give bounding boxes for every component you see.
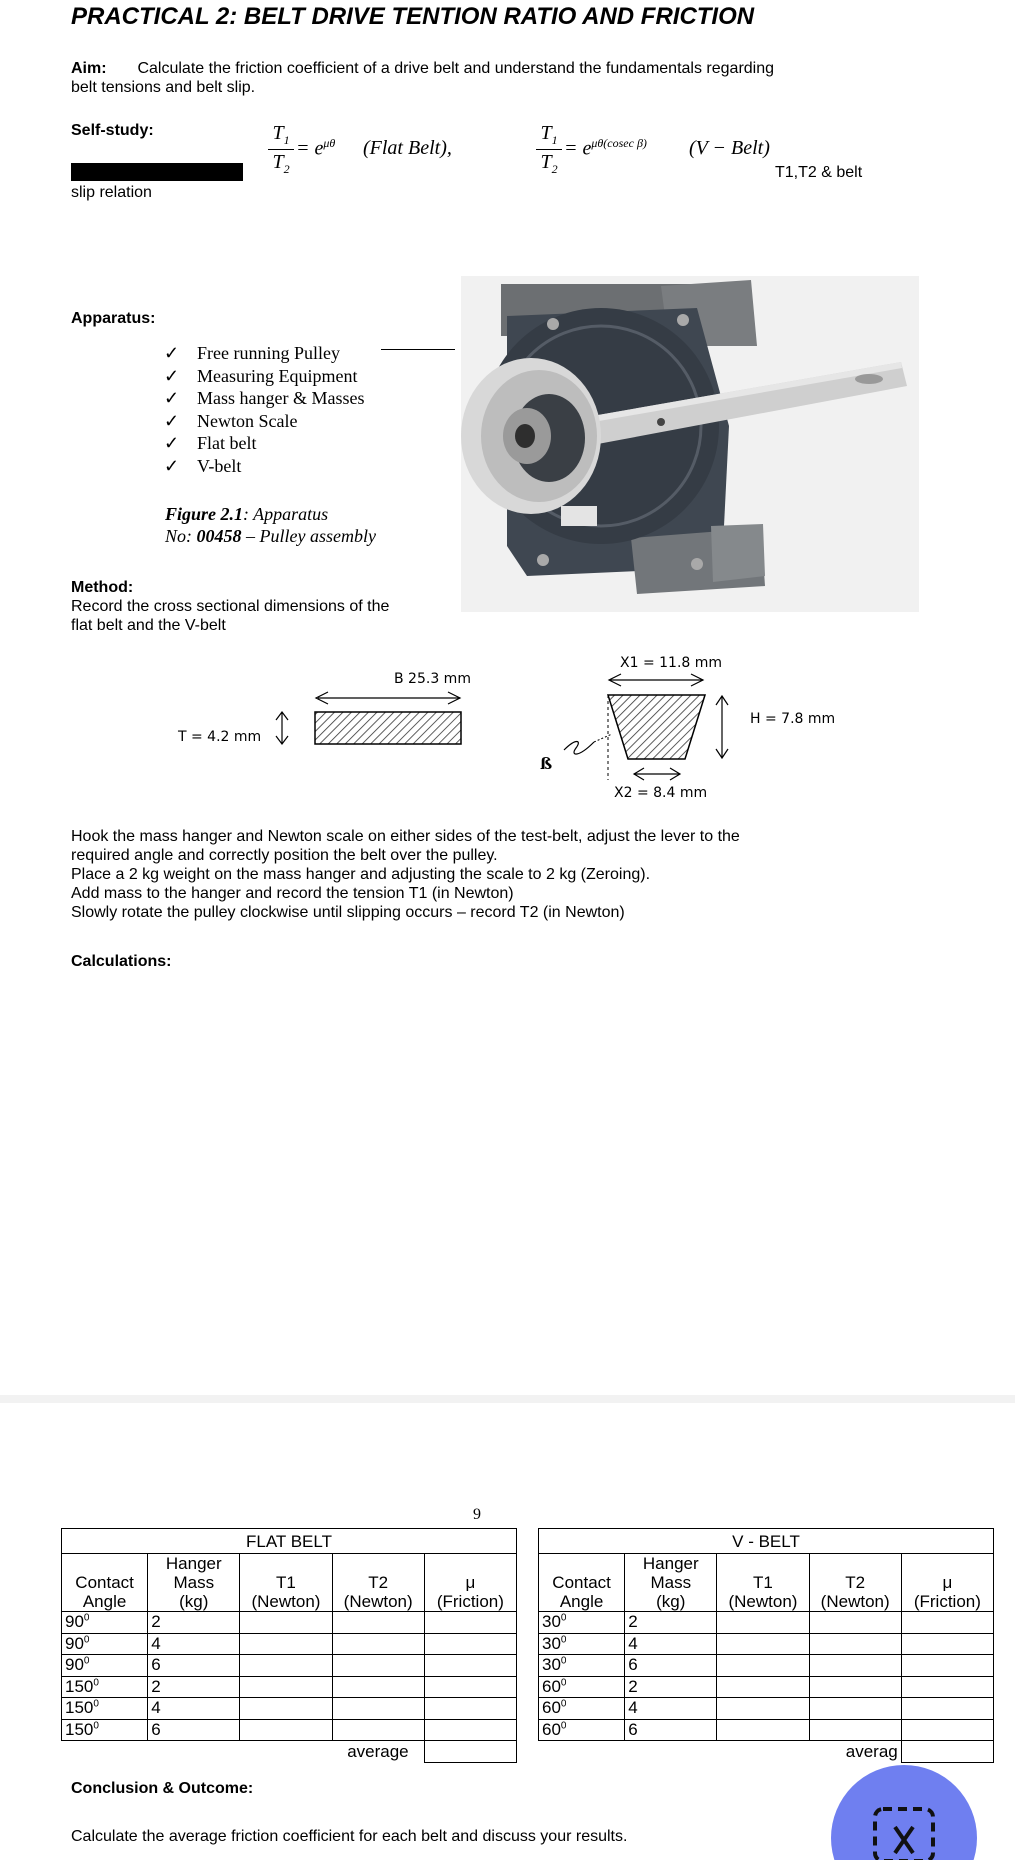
table-row (62, 1655, 517, 1677)
mu-cell[interactable] (424, 1698, 516, 1720)
pointer-line (381, 349, 455, 350)
hanger-mass-cell: 2 (148, 1676, 240, 1698)
t1-cell[interactable] (240, 1719, 332, 1741)
list-item: ✓ Newton Scale (164, 410, 298, 431)
t1-cell[interactable] (240, 1655, 332, 1677)
t2-cell[interactable] (332, 1719, 424, 1741)
flat-formula-fraction: $T_1$ $T_2$ (268, 122, 294, 177)
t1-cell[interactable] (717, 1719, 809, 1741)
table-header: T1 (Newton) (240, 1554, 332, 1612)
figure-caption: Figure 2.1: Apparatus No: 00458 – Pulley assembly (165, 504, 376, 546)
table-row (62, 1719, 517, 1741)
mu-cell[interactable] (901, 1612, 993, 1634)
method-steps (71, 827, 971, 922)
flat-average-cell[interactable] (424, 1741, 516, 1763)
v-height-label: H = 7.8 mm (750, 711, 836, 727)
page-break (0, 1395, 1015, 1403)
table-row (62, 1676, 517, 1698)
method-step: Place a 2 kg weight on the mass hanger and adjusting the scale to 2 kg (Zeroing). (71, 866, 651, 883)
flat-width-label: B 25.3 mm (394, 671, 471, 687)
table-row (539, 1633, 994, 1655)
method-step: Hook the mass hanger and Newton scale on either sides of the test-belt, adjust the lever to the (71, 828, 740, 845)
mu-cell[interactable] (901, 1633, 993, 1655)
mu-cell[interactable] (424, 1633, 516, 1655)
hanger-mass-cell: 6 (148, 1655, 240, 1677)
contact-angle-cell: $150^0$ (62, 1719, 148, 1741)
table-row (539, 1719, 994, 1741)
t1-cell[interactable] (717, 1633, 809, 1655)
t2-cell[interactable] (809, 1719, 901, 1741)
v-table-caption: V - BELT (539, 1529, 994, 1554)
hanger-mass-cell: 6 (148, 1719, 240, 1741)
t2-cell[interactable] (809, 1612, 901, 1634)
t2-cell[interactable] (332, 1698, 424, 1720)
list-item: ✓ V-belt (164, 455, 242, 476)
list-item: ✓ Flat belt (164, 433, 257, 454)
table-header: μ (Friction) (901, 1554, 993, 1612)
method-step: required angle and correctly position the belt over the pulley. (71, 847, 498, 864)
t2-cell[interactable] (809, 1698, 901, 1720)
v-belt-table (538, 1528, 994, 1763)
contact-angle-cell: $30^0$ (539, 1612, 625, 1634)
beta-label: ß (540, 754, 553, 773)
flat-belt-section (315, 712, 461, 744)
mu-cell[interactable] (901, 1698, 993, 1720)
table-row (539, 1612, 994, 1634)
v-top-label: X1 = 11.8 mm (620, 655, 723, 671)
apparatus-list (164, 342, 364, 478)
self-study-label: Self-study: (71, 122, 154, 139)
table-row (62, 1612, 517, 1634)
method-line1: Record the cross sectional dimensions of the (71, 598, 390, 615)
flat-formula-note: (Flat Belt), (363, 137, 452, 159)
table-header: T1 (Newton) (717, 1554, 809, 1612)
aim-label: Aim: (71, 60, 107, 77)
contact-angle-cell: $90^0$ (62, 1612, 148, 1634)
contact-angle-cell: $90^0$ (62, 1655, 148, 1677)
hanger-mass-cell: 4 (148, 1698, 240, 1720)
v-formula-fraction: $T_1$ $T_2$ (536, 122, 562, 177)
t1-cell[interactable] (240, 1698, 332, 1720)
flat-belt-table (61, 1528, 517, 1763)
redaction-bar (71, 163, 243, 181)
mu-cell[interactable] (424, 1612, 516, 1634)
table-row (539, 1655, 994, 1677)
t2-cell[interactable] (332, 1612, 424, 1634)
t2-cell[interactable] (332, 1676, 424, 1698)
mu-cell[interactable] (901, 1676, 993, 1698)
v-average-label: averag (845, 1741, 898, 1761)
table-header: T2 (Newton) (809, 1554, 901, 1612)
method-label: Method: (71, 579, 134, 596)
method-section (71, 578, 389, 635)
t1-cell[interactable] (240, 1612, 332, 1634)
t1-cell[interactable] (717, 1698, 809, 1720)
hanger-mass-cell: 2 (625, 1612, 717, 1634)
screenshot-fab-button[interactable] (831, 1765, 977, 1860)
contact-angle-cell: $90^0$ (62, 1633, 148, 1655)
hanger-mass-cell: 4 (148, 1633, 240, 1655)
v-bottom-label: X2 = 8.4 mm (614, 785, 708, 801)
hanger-mass-cell: 2 (625, 1676, 717, 1698)
hanger-mass-cell: 4 (625, 1698, 717, 1720)
hanger-mass-cell: 6 (625, 1655, 717, 1677)
table-row (539, 1676, 994, 1698)
mu-cell[interactable] (901, 1719, 993, 1741)
t2-cell[interactable] (809, 1655, 901, 1677)
t1-cell[interactable] (717, 1612, 809, 1634)
page-number: 9 (473, 1506, 481, 1523)
calculations-label: Calculations: (71, 953, 172, 970)
table-header: Contact Angle (539, 1554, 625, 1612)
v-formula-rhs: = $e^{\mu\theta(cosec \beta)}$ (564, 136, 647, 160)
t1-cell[interactable] (717, 1676, 809, 1698)
t2-cell[interactable] (809, 1676, 901, 1698)
method-step: Slowly rotate the pulley clockwise until slipping occurs – record T2 (in Newton) (71, 904, 625, 921)
flat-table-caption: FLAT BELT (62, 1529, 517, 1554)
t2-cell[interactable] (332, 1655, 424, 1677)
contact-angle-cell: $30^0$ (539, 1633, 625, 1655)
aim-text-line1: Calculate the friction coefficient of a drive belt and understand the fundamentals regarding (137, 60, 775, 77)
aim-text-line2: belt tensions and belt slip. (71, 79, 256, 96)
table-row (539, 1698, 994, 1720)
table-header: T2 (Newton) (332, 1554, 424, 1612)
t1-cell[interactable] (240, 1676, 332, 1698)
contact-angle-cell: $60^0$ (539, 1676, 625, 1698)
page-title: PRACTICAL 2: BELT DRIVE TENTION RATIO AND FRICTION (71, 3, 755, 30)
v-belt-section (608, 695, 705, 759)
contact-angle-cell: $60^0$ (539, 1719, 625, 1741)
slip-relation-text: slip relation (71, 184, 152, 201)
table-header: Contact Angle (62, 1554, 148, 1612)
hanger-mass-cell: 4 (625, 1633, 717, 1655)
table-header: Hanger Mass (kg) (148, 1554, 240, 1612)
list-item: ✓ Free running Pulley (164, 343, 340, 363)
contact-angle-cell: $60^0$ (539, 1698, 625, 1720)
v-average-cell[interactable] (901, 1741, 993, 1763)
v-formula-note: (V − Belt) (689, 137, 770, 159)
mu-cell[interactable] (424, 1719, 516, 1741)
list-item: ✓ Mass hanger & Masses (164, 388, 365, 409)
mu-cell[interactable] (424, 1676, 516, 1698)
apparatus-label: Apparatus: (71, 310, 156, 327)
hanger-mass-cell: 6 (625, 1719, 717, 1741)
table-row (62, 1698, 517, 1720)
t1-cell[interactable] (717, 1655, 809, 1677)
conclusion-label: Conclusion & Outcome: (71, 1780, 254, 1797)
apparatus-photo (461, 276, 919, 612)
method-line2: flat belt and the V-belt (71, 617, 226, 634)
tension-note: T1,T2 & belt (775, 164, 863, 181)
conclusion-text: Calculate the average friction coefficient for each belt and discuss your results. (71, 1828, 628, 1845)
t1-cell[interactable] (240, 1633, 332, 1655)
hanger-mass-cell: 2 (148, 1612, 240, 1634)
table-row (62, 1633, 517, 1655)
flat-thickness-label: T = 4.2 mm (178, 729, 262, 745)
method-step: Add mass to the hanger and record the tension T1 (in Newton) (71, 885, 514, 902)
contact-angle-cell: $150^0$ (62, 1676, 148, 1698)
table-header: Hanger Mass (kg) (625, 1554, 717, 1612)
flat-formula-rhs: = $e^{\mu\theta}$ (296, 136, 336, 160)
contact-angle-cell: $150^0$ (62, 1698, 148, 1720)
flat-average-label: average (347, 1741, 409, 1761)
list-item: ✓ Measuring Equipment (164, 365, 358, 386)
contact-angle-cell: $30^0$ (539, 1655, 625, 1677)
mu-cell[interactable] (901, 1655, 993, 1677)
t2-cell[interactable] (332, 1633, 424, 1655)
mu-cell[interactable] (424, 1655, 516, 1677)
t2-cell[interactable] (809, 1633, 901, 1655)
table-header: μ (Friction) (424, 1554, 516, 1612)
scissors-crop-icon (871, 1805, 937, 1860)
aim-section (71, 59, 971, 97)
